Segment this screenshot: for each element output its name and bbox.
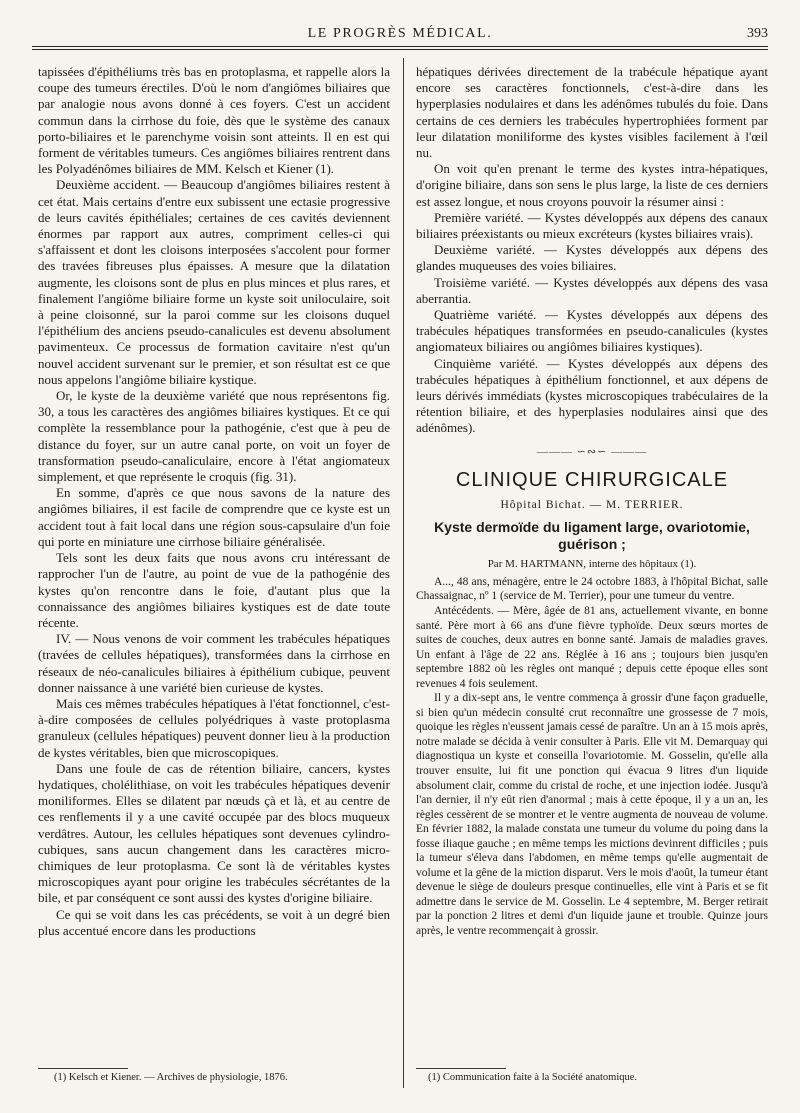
paragraph: Tels sont les deux faits que nous avons cru intéressant de rapprocher l'un de l'autre, au point de vue de la pathogénie des kystes qu'on rencontre dans le foie, d'autant plus que la connaissance des angiômes biliaires kystiques est de date toute récente. [38,550,390,630]
header-rule-top [32,46,768,47]
footnote-rule [38,1068,128,1069]
variety-item: Troisième variété. — Kystes développés aux dépens des vasa aberrantia. [416,274,768,306]
paragraph: Or, le kyste de la deuxième variété que nous représentons fig. 30, a tous les caractères des angiômes biliaires kystiques. Et ce qui complète la ressemblance pour la pathogénie, c'est que à peu de distance du foyer, sur un autre canal porte, on voit un foyer de transformation pseudo-canaliculaire, encore à l'état angiomateux simplement, et que représente le croquis (fig. 31). [38,388,390,485]
case-paragraph: Il y a dix-sept ans, le ventre commença à grossir d'une façon graduelle, si bien qu'un médecin consulté crut reconnaître une grossesse de 7 mois, quoique les règles n'eussent jamais cessé de paraître. Un an à 15 mois après, notre malade se décida à venir consulter à Paris. Elle vit M. Demarquay qui diagnostiqua un kyste et conseilla l'ovariotomie. M. Gosselin, qu'elle alla trouver ensuite, lui fit une ponction qui évacua 9 litres d'un liquide absolument clair, comme du cristal de roche, et une injection iodée. Jusqu'à l'an dernier, il n'y eût rien d'anormal ; mais à cette époque, il y a un an, les règles cessèrent de se montrer et le ventre augmenta de nouveau de volume. En février 1882, la malade constata une tumeur du volume du poing dans la fosse iliaque gauche ; en même temps les mictions devinrent difficiles ; puis la tumeur s'éleva dans l'abdomen, en même temps qu'elle augmentait de volume et la gêne de la miction disparut. Vers le mois d'août, la tumeur étant devenue le siège de douleurs presque continuelles, elle vint à Paris et se fit admettre dans le service de M. Gosselin. Le 4 septembre, M. Berger retirait par la ponction 2 litres et demi d'un liquide jaune et trouble. Quinze jours après, le ventre recommençait à grossir. [416,692,768,937]
variety-item: Cinquième variété. — Kystes développés aux dépens des trabécules hépatiques à épithélium fonctionnel, et aux dépens de leurs dérivés immédiats (kystes microscopiques trabéculaires de la rétention biliaire, et des hyperplasies nodulaires ainsi que des adénômes). [416,355,768,436]
right-column [416,64,768,1064]
footnote-right: (1) Communication faite à la Société anatomique. [428,1072,638,1083]
case-report [416,575,768,939]
paragraph: hépatiques dérivées directement de la trabécule hépatique ayant encore ses caractères fonctionnels, c'est-à-dire dans les hyperplasies nodulaires et dans les adénômes tubulés du foie. Dans certains de ces derniers les trabécules hypertrophiées forment par leur dilatation moniliforme des kystes visibles facilement à l'œil nu. [416,64,768,161]
paragraph: Deuxième accident. — Beaucoup d'angiômes biliaires restent à cet état. Mais certains d'entre eux subissent une ectasie progressive de leurs cavités épithéliales; certaines de ces cavités deviennent énormes par rapport aux autres, compriment celles-ci qui s'affaissent et dont les cloisons interposées s'accolent pour former des travées fibreuses plus épaisses. A mesure que la dilatation augmente, les cloisons sont de plus en plus minces et plus rares, et finalement l'angiôme biliaire forme un kyste soit uniloculaire, soit à peine cloisonné, sur la paroi comme sur les cloisons duquel l'épithélium des anciens pseudo-canalicules est devenu absolument pavimenteux. Ce processus de formation cavitaire n'est qu'un nouvel accident survenant sur le premier, et son résultat est ce que nous appelons l'angiôme biliaire kystique. [38,177,390,387]
section-ornament: ——— ∽∾∽ ——— [536,445,648,458]
page-number: 393 [747,26,768,41]
variety-item: Première variété. — Kystes développés aux dépens des canaux biliaires préexistants ou mieux excréteurs (kystes biliaires vrais). [416,209,768,242]
journal-title: LE PROGRÈS MÉDICAL. [307,26,493,41]
paragraph: IV. — Nous venons de voir comment les trabécules hépatiques (travées de cellules hépatiques), transformées dans la cirrhose en réseaux de néo-canalicules biliaires à épithélium cubique, peuvent donner naissance à une variété bien curieuse de kystes. [38,631,390,695]
running-header [32,26,768,46]
left-column [38,64,390,1064]
footnote-rule [416,1068,506,1069]
variety-item: Quatrième variété. — Kystes développés aux dépens des trabécules hépatiques transformées en pseudo-canalicules (kystes angiomateux biliaires ou angiômes biliaires kystiques). [416,307,768,355]
header-rule-bottom [32,49,768,50]
variety-item: Deuxième variété. — Kystes développés aux dépens des glandes muqueuses des voies biliaires. [416,242,768,274]
paragraph: tapissées d'épithéliums très bas en protoplasma, et rappelle alors la coupe des tumeurs érectiles. D'où le nom d'angiômes biliaires que par analogie nous avons donné à ces foyers. C'est un accident commun dans la cirrhose du foie, dès que le système des canaux porto-biliaires et le parenchyme voisin sont atteints. Il en est qui forment de véritables tumeurs. Ces angiômes biliaires rentrent dans les Polyadénômes biliaires de MM. Kelsch et Kiener (1). [38,64,390,177]
footnote-left: (1) Kelsch et Kiener. — Archives de physiologie, 1876. [54,1072,288,1083]
article-byline: Par M. HARTMANN, interne des hôpitaux (1). [487,557,697,570]
hospital-line: Hôpital Bichat. — M. TERRIER. [500,498,684,511]
case-paragraph: Antécédents. — Mère, âgée de 81 ans, actuellement vivante, en bonne santé. Père mort à 66 ans d'une fièvre typhoïde. Deux sœurs mortes de suites de couches, deux autres en bonne santé. Jamais de maladies graves. Un enfant à l'âge de 22 ans. Réglée à 16 ans ; toujours bien jusqu'en septembre 1882 où les règles ont manqué ; depuis cette époque elles sont revenues 4 fois seulement. [416,604,768,690]
paragraph: Dans une foule de cas de rétention biliaire, cancers, kystes hydatiques, cholélithiase, on voit les trabécules hépatiques devenir moniliformes. Elles se dilatent par nœuds çà et là, et au centre de ces renflements il y a une cavité occupée par des blocs muqueux verdâtres. Autour, les cellules hépatiques sont devenues cylindro-cubiques, sans aucun changement dans les caractères micro-chimiques de leur protoplasma. Ce sont là de véritables kystes microscopiques ayant pour origine les trabécules sécrétantes de la bile, et par conséquent ce sont aussi des kystes d'origine biliaire. [38,760,390,906]
section-title: CLINIQUE CHIRURGICALE [455,468,729,491]
paragraph: Ce qui se voit dans les cas précédents, se voit à un degré bien plus accentué encore dans les productions [38,906,390,938]
case-paragraph: A..., 48 ans, ménagère, entre le 24 octobre 1883, à l'hôpital Bichat, salle Chassaignac, nº 1 (service de M. Terrier), pour une tumeur du ventre. [416,575,768,603]
column-divider [403,58,404,1088]
paragraph: En somme, d'après ce que nous savons de la nature des angiômes biliaires, il est facile de comprendre que ce kyste est un accident tout à fait local dans une région sous-capsulaire d'un foie qui porte en miniature une cirrhose biliaire généralisée. [38,485,390,549]
article-title: Kyste dermoïde du ligament large, ovariotomie, guérison ; [434,518,750,552]
paragraph: Mais ces mêmes trabécules hépatiques à l'état fonctionnel, c'est-à-dire composées de cellules polyédriques à vaste protoplasma granuleux (cellules hépatiques) peuvent donner lieu à la production de kystes véritables, bien que microscopiques. [38,695,390,760]
paragraph: On voit qu'en prenant le terme des kystes intra-hépatiques, d'origine biliaire, dans son sens le plus large, la liste de ces derniers est assez longue, et nous croyons pouvoir la résumer ainsi : [416,161,768,209]
